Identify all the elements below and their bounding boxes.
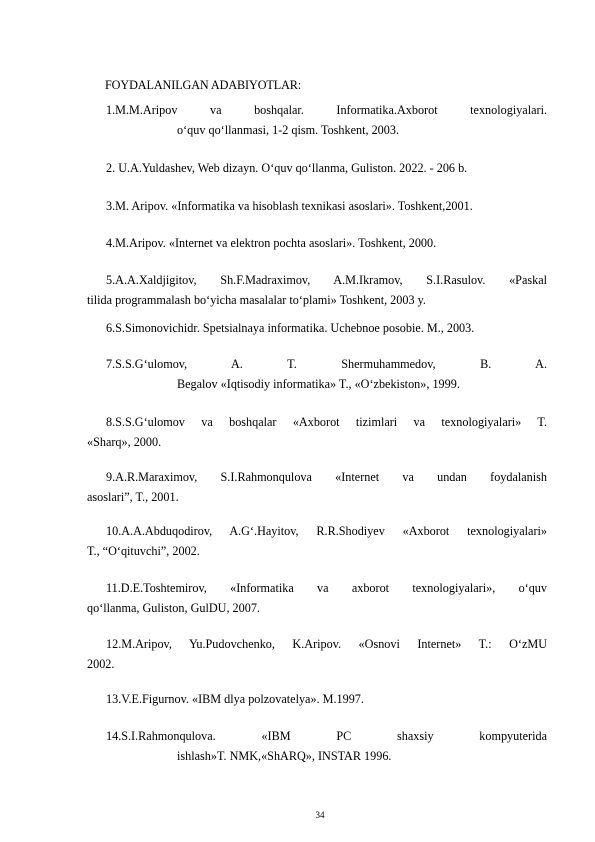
reference-text: 6.S.Simonovichidr. Spetsialnaya informatika. Uchebnoe posobie. M., 2003. bbox=[106, 321, 475, 335]
reference-continuation: o‘quv qo‘llanmasi, 1-2 qism. Toshkent, 2003. bbox=[177, 123, 400, 137]
reference-item bbox=[87, 726, 547, 766]
reference-item bbox=[87, 689, 547, 709]
reference-item bbox=[87, 233, 547, 253]
reference-item bbox=[87, 521, 547, 561]
references-heading: FOYDALANILGAN ADABIYOTLAR: bbox=[105, 78, 302, 92]
reference-item bbox=[87, 318, 547, 338]
reference-item bbox=[87, 354, 547, 394]
reference-text: 1.M.M.Aripov va boshqalar. Informatika.Axborot texnologiyalari. bbox=[106, 103, 547, 117]
reference-continuation: 2002. bbox=[87, 657, 115, 671]
reference-continuation: «Sharq», 2000. bbox=[87, 435, 162, 449]
reference-text: 7.S.S.G‘ulomov, A. T. Shermuhammedov, B. A. bbox=[106, 357, 547, 371]
reference-text: 10.A.A.Abduqodirov, A.G‘.Hayitov, R.R.Shodiyev «Axborot texnologiyalari» bbox=[106, 524, 547, 538]
reference-text: 9.A.R.Maraximov, S.I.Rahmonqulova «Internet va undan foydalanish bbox=[106, 470, 547, 484]
reference-text: 3.M. Aripov. «Informatika va hisoblash texnikasi asoslari». Toshkent,2001. bbox=[106, 199, 473, 213]
reference-item bbox=[87, 196, 547, 216]
reference-continuation: T., “O‘qituvchi”, 2002. bbox=[87, 544, 200, 558]
reference-text: 11.D.E.Toshtemirov, «Informatika va axborot texnologiyalari», o‘quv bbox=[106, 581, 547, 595]
reference-item bbox=[87, 270, 547, 310]
reference-continuation: Begalov «Iqtisodiy informatika» T., «O‘zbekiston», 1999. bbox=[177, 377, 460, 391]
reference-text: 13.V.E.Figurnov. «IBM dlya polzovatelya». M.1997. bbox=[106, 692, 364, 706]
reference-item bbox=[87, 158, 547, 178]
reference-item bbox=[87, 100, 547, 140]
reference-text: 2. U.A.Yuldashev, Web dizayn. O‘quv qo‘llanma, Guliston. 2022. - 206 b. bbox=[106, 161, 468, 175]
reference-text: 14.S.I.Rahmonqulova. «IBM PC shaxsiy kompyuterida bbox=[106, 729, 547, 743]
reference-continuation: tilida programmalash bo‘yicha masalalar to‘plami» Toshkent, 2003 y. bbox=[87, 293, 426, 307]
reference-item bbox=[87, 467, 547, 507]
reference-item bbox=[87, 412, 547, 452]
reference-text: 4.M.Aripov. «Internet va elektron pochta asoslari». Toshkent, 2000. bbox=[106, 236, 437, 250]
reference-text: 5.A.A.Xaldjigitov, Sh.F.Madraximov, A.M.Ikramov, S.I.Rasulov. «Paskal bbox=[106, 273, 547, 287]
reference-continuation: qo‘llanma, Guliston, GulDU, 2007. bbox=[87, 601, 260, 615]
page-number: 34 bbox=[315, 810, 325, 820]
reference-item bbox=[87, 634, 547, 674]
reference-continuation: asoslari”, T., 2001. bbox=[87, 490, 179, 504]
reference-text: 8.S.S.G‘ulomov va boshqalar «Axborot tizimlari va texnologiyalari» T. bbox=[106, 415, 547, 429]
reference-text: 12.M.Aripov, Yu.Pudovchenko, K.Aripov. «Osnovi Internet» T.: O‘zMU bbox=[106, 637, 547, 651]
reference-continuation: ishlash»T. NMK,«ShARQ», INSTAR 1996. bbox=[177, 749, 392, 763]
reference-item bbox=[87, 578, 547, 618]
